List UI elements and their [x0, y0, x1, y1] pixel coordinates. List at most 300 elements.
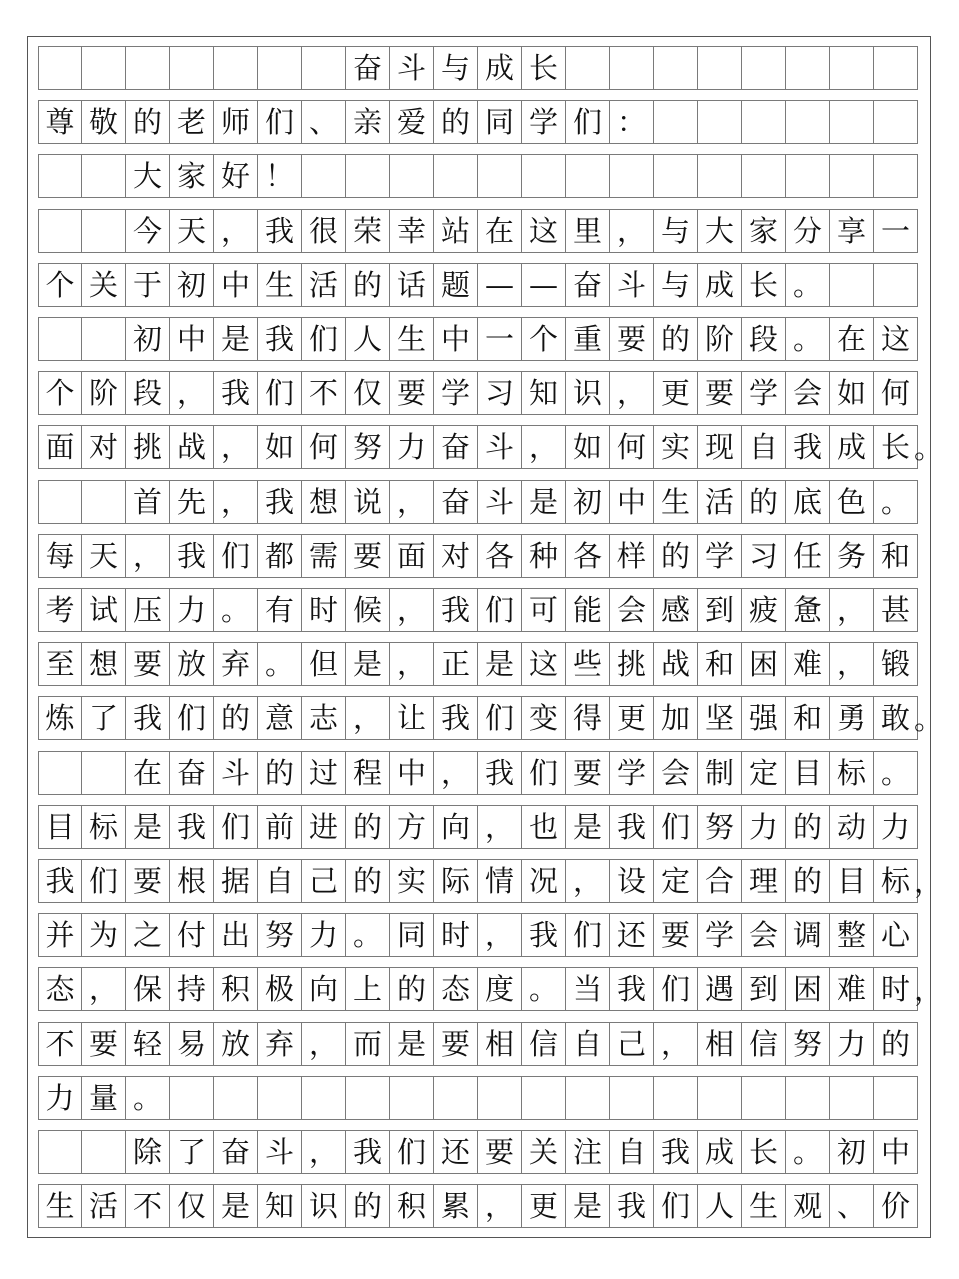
- grid-cell: 弃: [214, 642, 258, 686]
- grid-cell: [786, 1076, 830, 1120]
- grid-cell: 样: [610, 534, 654, 578]
- grid-row: [38, 751, 918, 795]
- grid-cell: 的: [434, 100, 478, 144]
- grid-cell: 话: [390, 263, 434, 307]
- grid-cell: [654, 154, 698, 198]
- grid-cell: 得: [566, 696, 610, 740]
- grid-cell: [302, 46, 346, 90]
- grid-cell: [390, 154, 434, 198]
- grid-cell: 我: [786, 425, 830, 469]
- grid-cell: [38, 1130, 82, 1174]
- grid-cell: 生: [390, 317, 434, 361]
- grid-cell: 至: [38, 642, 82, 686]
- grid-cell: 当: [566, 967, 610, 1011]
- grid-cell: 。: [258, 642, 302, 686]
- grid-cell: 。: [874, 751, 918, 795]
- grid-cell: 的: [786, 859, 830, 903]
- grid-cell: 是: [478, 642, 522, 686]
- grid-cell: 会: [610, 588, 654, 632]
- grid-cell: 相: [698, 1022, 742, 1066]
- grid-cell: 了: [82, 696, 126, 740]
- grid-cell: 态: [434, 967, 478, 1011]
- grid-cell: 们: [258, 100, 302, 144]
- grid-cell: 阶: [82, 371, 126, 415]
- grid-cell: 更: [654, 371, 698, 415]
- grid-cell: [874, 100, 918, 144]
- grid-cell: [654, 100, 698, 144]
- grid-cell: 会: [786, 371, 830, 415]
- grid-cell: [214, 46, 258, 90]
- grid-cell: 是: [214, 1184, 258, 1228]
- grid-cell: 轻: [126, 1022, 170, 1066]
- grid-cell: 中: [874, 1130, 918, 1174]
- grid-cell: 变: [522, 696, 566, 740]
- grid-cell: 今: [126, 209, 170, 253]
- grid-cell: 心: [874, 913, 918, 957]
- grid-cell: 的: [654, 317, 698, 361]
- grid-cell: ，: [830, 642, 874, 686]
- grid-cell: 奋: [566, 263, 610, 307]
- grid-cell: 信: [522, 1022, 566, 1066]
- grid-row: [38, 317, 918, 361]
- grid-cell: 我: [258, 317, 302, 361]
- grid-cell: 正: [434, 642, 478, 686]
- grid-cell: 敢 。: [874, 696, 918, 740]
- grid-row: [38, 642, 918, 686]
- grid-cell: 我: [170, 534, 214, 578]
- grid-cell: 根: [170, 859, 214, 903]
- grid-cell: 分: [786, 209, 830, 253]
- grid-cell: 情: [478, 859, 522, 903]
- grid-cell: 奋: [214, 1130, 258, 1174]
- grid-cell: 而: [346, 1022, 390, 1066]
- grid-row: [38, 371, 918, 415]
- grid-cell: [874, 154, 918, 198]
- grid-cell: 更: [522, 1184, 566, 1228]
- grid-cell: ，: [214, 425, 258, 469]
- grid-cell: 底: [786, 480, 830, 524]
- grid-cell: 很: [302, 209, 346, 253]
- grid-row: [38, 480, 918, 524]
- grid-cell: ，: [434, 751, 478, 795]
- grid-cell: ，: [302, 1022, 346, 1066]
- grid-cell: 我: [434, 588, 478, 632]
- grid-cell: 们: [478, 696, 522, 740]
- grid-cell: 奋: [434, 480, 478, 524]
- grid-cell: 习: [742, 534, 786, 578]
- grid-cell: 相: [478, 1022, 522, 1066]
- grid-cell: 。: [346, 913, 390, 957]
- grid-cell: 站: [434, 209, 478, 253]
- grid-cell: [698, 46, 742, 90]
- grid-cell: 况: [522, 859, 566, 903]
- grid-cell: 要: [346, 534, 390, 578]
- grid-cell: 更: [610, 696, 654, 740]
- grid-cell: 强: [742, 696, 786, 740]
- grid-cell: ，: [566, 859, 610, 903]
- grid-row: [38, 100, 918, 144]
- grid-cell: ，: [610, 371, 654, 415]
- grid-cell: 需: [302, 534, 346, 578]
- grid-cell: [786, 100, 830, 144]
- grid-cell: 与: [654, 209, 698, 253]
- grid-cell: [830, 46, 874, 90]
- grid-cell: 家: [742, 209, 786, 253]
- grid-cell: 各: [566, 534, 610, 578]
- grid-cell: 要: [654, 913, 698, 957]
- grid-cell: 是: [566, 1184, 610, 1228]
- grid-cell: 斗: [258, 1130, 302, 1174]
- grid-cell: 对: [434, 534, 478, 578]
- grid-cell: 段: [126, 371, 170, 415]
- grid-cell: 些: [566, 642, 610, 686]
- grid-row: [38, 534, 918, 578]
- grid-cell: ，: [126, 534, 170, 578]
- grid-cell: [786, 46, 830, 90]
- grid-cell: 目: [38, 805, 82, 849]
- grid-cell: [258, 1076, 302, 1120]
- grid-cell: 老: [170, 100, 214, 144]
- grid-cell: 们: [214, 805, 258, 849]
- grid-cell: 学: [698, 534, 742, 578]
- grid-cell: 长: [742, 1130, 786, 1174]
- grid-cell: 到: [698, 588, 742, 632]
- grid-cell: 的: [786, 805, 830, 849]
- grid-cell: [82, 1130, 126, 1174]
- grid-cell: 保: [126, 967, 170, 1011]
- grid-cell: 成: [830, 425, 874, 469]
- grid-cell: 面: [390, 534, 434, 578]
- grid-cell: ：: [610, 100, 654, 144]
- grid-cell: 段: [742, 317, 786, 361]
- grid-cell: 要: [82, 1022, 126, 1066]
- grid-cell: 重: [566, 317, 610, 361]
- grid-cell: 我: [434, 696, 478, 740]
- grid-cell: 仅: [346, 371, 390, 415]
- grid-cell: 不: [126, 1184, 170, 1228]
- grid-cell: 如: [830, 371, 874, 415]
- grid-cell: 己: [610, 1022, 654, 1066]
- grid-cell: 我: [610, 1184, 654, 1228]
- grid-cell: 遇: [698, 967, 742, 1011]
- grid-cell: 意: [258, 696, 302, 740]
- grid-cell: 幸: [390, 209, 434, 253]
- grid-cell: 。: [786, 317, 830, 361]
- grid-cell: 们: [566, 913, 610, 957]
- grid-row: [38, 696, 944, 740]
- grid-cell: 是: [126, 805, 170, 849]
- grid-row: [38, 805, 918, 849]
- grid-cell: ，: [478, 913, 522, 957]
- grid-cell: 要: [126, 859, 170, 903]
- grid-cell: 困: [742, 642, 786, 686]
- grid-cell: 人: [698, 1184, 742, 1228]
- grid-cell: 题: [434, 263, 478, 307]
- grid-cell: 我: [38, 859, 82, 903]
- grid-row: [38, 263, 918, 307]
- grid-cell: 难: [830, 967, 874, 1011]
- overflow-punctuation: ，: [914, 972, 944, 1007]
- grid-cell: 过: [302, 751, 346, 795]
- grid-cell: 们: [654, 805, 698, 849]
- grid-cell: 与: [654, 263, 698, 307]
- grid-cell: ，: [82, 967, 126, 1011]
- grid-cell: 学: [742, 371, 786, 415]
- grid-cell: 力: [390, 425, 434, 469]
- grid-row: [38, 1076, 918, 1120]
- grid-cell: 敬: [82, 100, 126, 144]
- grid-cell: [874, 263, 918, 307]
- grid-cell: 长: [742, 263, 786, 307]
- grid-cell: 挑: [126, 425, 170, 469]
- grid-cell: 挑: [610, 642, 654, 686]
- grid-cell: 能: [566, 588, 610, 632]
- grid-cell: 有: [258, 588, 302, 632]
- grid-cell: 学: [434, 371, 478, 415]
- grid-cell: 积: [390, 1184, 434, 1228]
- grid-cell: 炼: [38, 696, 82, 740]
- grid-cell: 向: [434, 805, 478, 849]
- grid-cell: 的: [742, 480, 786, 524]
- grid-cell: 让: [390, 696, 434, 740]
- grid-cell: 不: [302, 371, 346, 415]
- grid-cell: [654, 46, 698, 90]
- grid-cell: 我: [214, 371, 258, 415]
- grid-cell: 一: [478, 317, 522, 361]
- grid-cell: 对: [82, 425, 126, 469]
- grid-cell: 亲: [346, 100, 390, 144]
- grid-cell: [38, 209, 82, 253]
- grid-cell: 付: [170, 913, 214, 957]
- grid-cell: 力: [742, 805, 786, 849]
- grid-cell: 何: [302, 425, 346, 469]
- grid-cell: 知: [258, 1184, 302, 1228]
- grid-cell: 设: [610, 859, 654, 903]
- grid-cell: 首: [126, 480, 170, 524]
- grid-cell: 的: [126, 100, 170, 144]
- grid-cell: 还: [610, 913, 654, 957]
- grid-cell: 时: [302, 588, 346, 632]
- grid-cell: 时: [434, 913, 478, 957]
- grid-cell: [302, 154, 346, 198]
- grid-cell: 加: [654, 696, 698, 740]
- grid-cell: 之: [126, 913, 170, 957]
- grid-cell: 长 。: [874, 425, 918, 469]
- grid-cell: 力: [302, 913, 346, 957]
- grid-cell: [346, 154, 390, 198]
- grid-row: [38, 1022, 918, 1066]
- grid-cell: 勇: [830, 696, 874, 740]
- grid-cell: 定: [654, 859, 698, 903]
- grid-cell: 量: [82, 1076, 126, 1120]
- grid-cell: 我: [654, 1130, 698, 1174]
- grid-cell: 识: [566, 371, 610, 415]
- grid-cell: 是: [214, 317, 258, 361]
- grid-cell: [522, 154, 566, 198]
- grid-cell: ，: [654, 1022, 698, 1066]
- grid-cell: [698, 1076, 742, 1120]
- grid-cell: 为: [82, 913, 126, 957]
- grid-cell: [478, 1076, 522, 1120]
- grid-cell: 上: [346, 967, 390, 1011]
- grid-cell: 力: [830, 1022, 874, 1066]
- grid-cell: 大: [698, 209, 742, 253]
- grid-cell: 任: [786, 534, 830, 578]
- grid-cell: 学: [522, 100, 566, 144]
- grid-cell: 的: [346, 805, 390, 849]
- grid-cell: 习: [478, 371, 522, 415]
- grid-cell: [830, 100, 874, 144]
- grid-cell: 。: [522, 967, 566, 1011]
- grid-cell: 仅: [170, 1184, 214, 1228]
- grid-cell: 何: [610, 425, 654, 469]
- grid-cell: 是: [346, 642, 390, 686]
- grid-cell: 成: [698, 1130, 742, 1174]
- grid-cell: 据: [214, 859, 258, 903]
- grid-cell: 观: [786, 1184, 830, 1228]
- grid-cell: 如: [566, 425, 610, 469]
- grid-cell: 要: [390, 371, 434, 415]
- grid-cell: 战: [170, 425, 214, 469]
- grid-cell: 初: [126, 317, 170, 361]
- grid-cell: 、: [830, 1184, 874, 1228]
- grid-cell: [654, 1076, 698, 1120]
- grid-cell: ，: [302, 1130, 346, 1174]
- grid-cell: 们: [478, 588, 522, 632]
- grid-cell: 说: [346, 480, 390, 524]
- grid-cell: 这: [522, 642, 566, 686]
- grid-row: [38, 1130, 918, 1174]
- grid-cell: 理: [742, 859, 786, 903]
- grid-cell: 时 ，: [874, 967, 918, 1011]
- grid-cell: ，: [830, 588, 874, 632]
- grid-cell: 我: [610, 967, 654, 1011]
- grid-cell: 中: [170, 317, 214, 361]
- grid-cell: 还: [434, 1130, 478, 1174]
- grid-cell: 。: [786, 1130, 830, 1174]
- grid-cell: 累: [434, 1184, 478, 1228]
- grid-cell: 力: [170, 588, 214, 632]
- grid-cell: 是: [566, 805, 610, 849]
- grid-cell: [786, 154, 830, 198]
- grid-cell: [82, 480, 126, 524]
- grid-cell: 会: [742, 913, 786, 957]
- grid-cell: 我: [258, 480, 302, 524]
- grid-cell: 除: [126, 1130, 170, 1174]
- grid-row: [38, 859, 944, 903]
- grid-cell: 我: [522, 913, 566, 957]
- grid-cell: 信: [742, 1022, 786, 1066]
- grid-cell: 斗: [610, 263, 654, 307]
- grid-cell: 同: [390, 913, 434, 957]
- grid-cell: 在: [478, 209, 522, 253]
- grid-cell: 天: [170, 209, 214, 253]
- grid-cell: 生: [742, 1184, 786, 1228]
- grid-cell: 知: [522, 371, 566, 415]
- grid-cell: 候: [346, 588, 390, 632]
- grid-cell: 享: [830, 209, 874, 253]
- grid-cell: 调: [786, 913, 830, 957]
- grid-cell: 和: [874, 534, 918, 578]
- grid-cell: [38, 154, 82, 198]
- grid-cell: 斗: [478, 480, 522, 524]
- grid-cell: [742, 100, 786, 144]
- grid-cell: [346, 1076, 390, 1120]
- grid-row: [38, 209, 918, 253]
- grid-cell: 是: [522, 480, 566, 524]
- grid-cell: 实: [390, 859, 434, 903]
- grid-cell: [38, 480, 82, 524]
- grid-cell: 进: [302, 805, 346, 849]
- grid-cell: 想: [82, 642, 126, 686]
- grid-cell: 甚: [874, 588, 918, 632]
- grid-cell: [82, 317, 126, 361]
- grid-cell: 感: [654, 588, 698, 632]
- grid-cell: 奋: [170, 751, 214, 795]
- grid-cell: ，: [522, 425, 566, 469]
- grid-cell: 尊: [38, 100, 82, 144]
- grid-cell: 和: [786, 696, 830, 740]
- grid-cell: 学: [698, 913, 742, 957]
- grid-cell: 要: [434, 1022, 478, 1066]
- grid-cell: [874, 46, 918, 90]
- grid-cell: 的: [654, 534, 698, 578]
- grid-cell: 的: [346, 859, 390, 903]
- grid-cell: 。: [214, 588, 258, 632]
- grid-cell: —: [478, 263, 522, 307]
- grid-cell: 和: [698, 642, 742, 686]
- grid-cell: 们: [566, 100, 610, 144]
- grid-cell: 会: [654, 751, 698, 795]
- grid-cell: [82, 209, 126, 253]
- grid-cell: 一: [874, 209, 918, 253]
- grid-cell: 各: [478, 534, 522, 578]
- grid-cell: 成: [698, 263, 742, 307]
- grid-cell: 我: [126, 696, 170, 740]
- grid-cell: ，: [478, 805, 522, 849]
- grid-cell: 。: [786, 263, 830, 307]
- grid-cell: 定: [742, 751, 786, 795]
- grid-cell: 标: [830, 751, 874, 795]
- grid-cell: 的: [258, 751, 302, 795]
- grid-cell: 坚: [698, 696, 742, 740]
- grid-cell: 荣: [346, 209, 390, 253]
- grid-cell: [522, 1076, 566, 1120]
- grid-cell: 。: [874, 480, 918, 524]
- grid-cell: 个: [522, 317, 566, 361]
- grid-cell: 战: [654, 642, 698, 686]
- grid-cell: 中: [434, 317, 478, 361]
- grid-cell: 们: [390, 1130, 434, 1174]
- grid-cell: 制: [698, 751, 742, 795]
- grid-cell: 生: [654, 480, 698, 524]
- grid-cell: 自: [566, 1022, 610, 1066]
- grid-cell: 与: [434, 46, 478, 90]
- grid-cell: 自: [610, 1130, 654, 1174]
- grid-cell: 想: [302, 480, 346, 524]
- grid-cell: [566, 1076, 610, 1120]
- grid-cell: 试: [82, 588, 126, 632]
- grid-cell: 可: [522, 588, 566, 632]
- grid-cell: 中: [214, 263, 258, 307]
- grid-cell: 关: [82, 263, 126, 307]
- grid-cell: 在: [126, 751, 170, 795]
- grid-cell: 程: [346, 751, 390, 795]
- grid-cell: 成: [478, 46, 522, 90]
- grid-cell: 活: [82, 1184, 126, 1228]
- grid-cell: [610, 46, 654, 90]
- grid-cell: —: [522, 263, 566, 307]
